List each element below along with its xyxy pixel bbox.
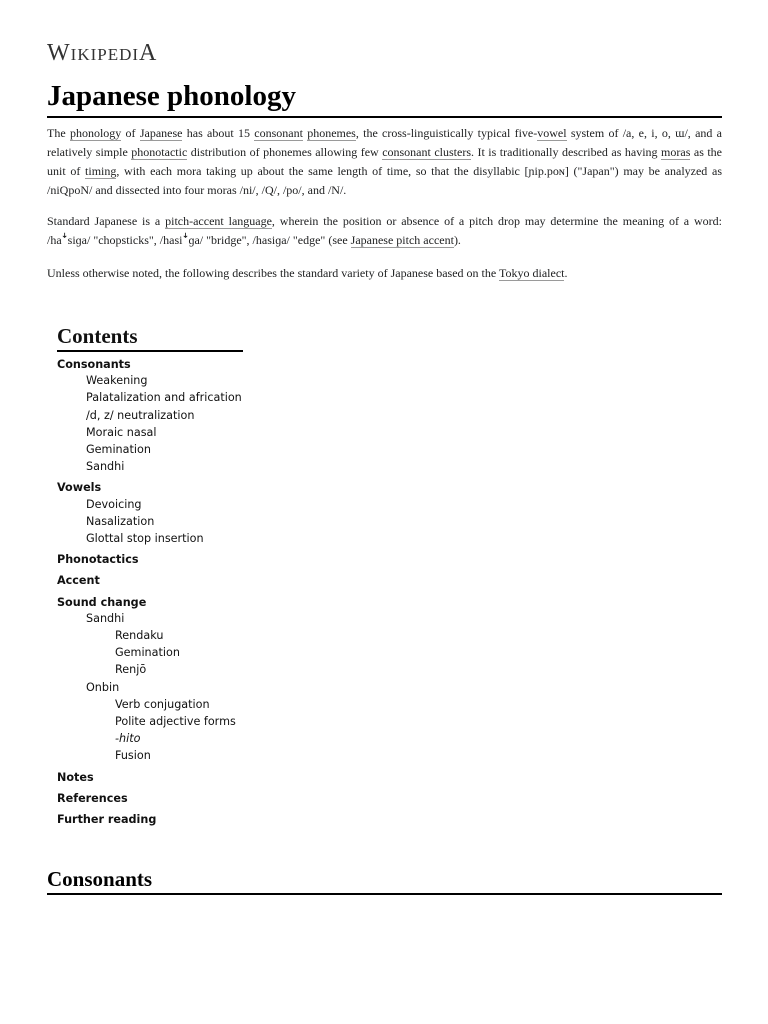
text-run: . It is traditionally described as having xyxy=(471,145,662,159)
toc-item[interactable]: Gemination xyxy=(115,646,180,660)
link-phonemes[interactable]: phonemes xyxy=(307,126,356,140)
table-of-contents xyxy=(57,322,243,828)
toc-title: Contents xyxy=(57,322,243,352)
toc-item[interactable]: Vowels xyxy=(57,481,102,495)
toc-item[interactable]: Fusion xyxy=(115,749,151,763)
toc-item[interactable]: Sound change xyxy=(57,595,147,609)
toc-item[interactable]: Sandhi xyxy=(86,460,125,474)
toc-item[interactable]: Devoicing xyxy=(86,497,142,511)
link-tokyo-dialect[interactable]: Tokyo dialect xyxy=(499,266,565,280)
page-title: Japanese phonology xyxy=(47,78,722,118)
toc-item[interactable]: Gemination xyxy=(86,443,151,457)
toc-item[interactable]: Polite adjective forms xyxy=(115,715,236,729)
toc-item[interactable]: Verb conjugation xyxy=(115,697,210,711)
link-japanese[interactable]: Japanese xyxy=(139,126,183,140)
text-run: Standard Japanese is a xyxy=(47,214,166,228)
link-pitch-accent-language[interactable]: pitch-accent language xyxy=(165,214,272,228)
intro-paragraph-3 xyxy=(47,264,722,283)
link-timing[interactable]: timing xyxy=(85,164,117,178)
logo-letter-w: W xyxy=(47,40,71,66)
toc-item[interactable]: Moraic nasal xyxy=(86,425,157,439)
text-run: distribution of phonemes allowing few xyxy=(187,145,383,159)
link-consonant-clusters[interactable]: consonant clusters xyxy=(382,145,471,159)
toc-list xyxy=(57,356,243,828)
section-heading-consonants: Consonants xyxy=(47,866,722,895)
link-phonology[interactable]: phonology xyxy=(69,126,122,140)
toc-item[interactable]: Onbin xyxy=(86,680,120,694)
text-run: Unless otherwise noted, the following describes the standard variety of Japanese based on the xyxy=(47,266,499,280)
toc-item[interactable]: Rendaku xyxy=(115,629,164,643)
toc-item[interactable]: References xyxy=(57,791,128,805)
logo-letter-a: A xyxy=(139,40,158,66)
toc-item[interactable]: Glottal stop insertion xyxy=(86,532,204,546)
text-run: . xyxy=(564,266,568,280)
text-run: , with each mora taking up about the same length of time, so that the disyllabic [ɲip.poɴ] ("Japan") may be analyzed as /niQpoN/ and dissected into four moras /ni/, /Q/, /po/, and /N/. xyxy=(47,164,722,197)
wikipedia-logo[interactable] xyxy=(47,40,157,67)
text-run: , the cross-linguistically typical five- xyxy=(355,126,538,140)
toc-item[interactable]: Sandhi xyxy=(86,611,125,625)
text-run: of xyxy=(121,126,140,140)
link-consonant[interactable]: consonant xyxy=(254,126,303,140)
toc-item[interactable]: Phonotactics xyxy=(57,553,139,567)
toc-item[interactable]: Accent xyxy=(57,574,100,588)
toc-item[interactable]: Renjō xyxy=(115,663,147,677)
text-run: The xyxy=(47,126,70,140)
toc-item[interactable]: Consonants xyxy=(57,358,131,371)
toc-item[interactable]: /d, z/ neutralization xyxy=(86,408,195,422)
link-japanese-pitch-accent[interactable]: Japanese pitch accent xyxy=(350,233,454,247)
toc-item[interactable]: Palatalization and africation xyxy=(86,391,242,405)
text-run: system of /a, e, i, o, ɯ/, and a relatively simple xyxy=(47,126,723,159)
link-vowel[interactable]: vowel xyxy=(537,126,567,140)
intro-paragraph-1 xyxy=(47,124,722,200)
text-run: , wherein the position or absence of a pitch drop may determine the meaning of a word: /haꜜsiɡa/ "chopsticks", /hasiꜜɡa/ "bridge", /hasiɡa/ "edge" (see xyxy=(47,214,722,247)
intro-paragraph-2 xyxy=(47,212,722,250)
toc-item[interactable]: Further reading xyxy=(57,813,157,827)
text-run: as the unit of xyxy=(47,145,723,178)
text-run: has about 15 xyxy=(182,126,255,140)
logo-letters: IKIPEDI xyxy=(70,45,140,64)
text-run: ). xyxy=(453,233,461,247)
toc-item[interactable]: Weakening xyxy=(86,374,148,388)
link-moras[interactable]: moras xyxy=(661,145,691,159)
toc-item[interactable]: Notes xyxy=(57,770,94,784)
toc-item[interactable]: Nasalization xyxy=(86,514,155,528)
link-phonotactic[interactable]: phonotactic xyxy=(131,145,188,159)
toc-item[interactable]: -hito xyxy=(115,732,141,746)
